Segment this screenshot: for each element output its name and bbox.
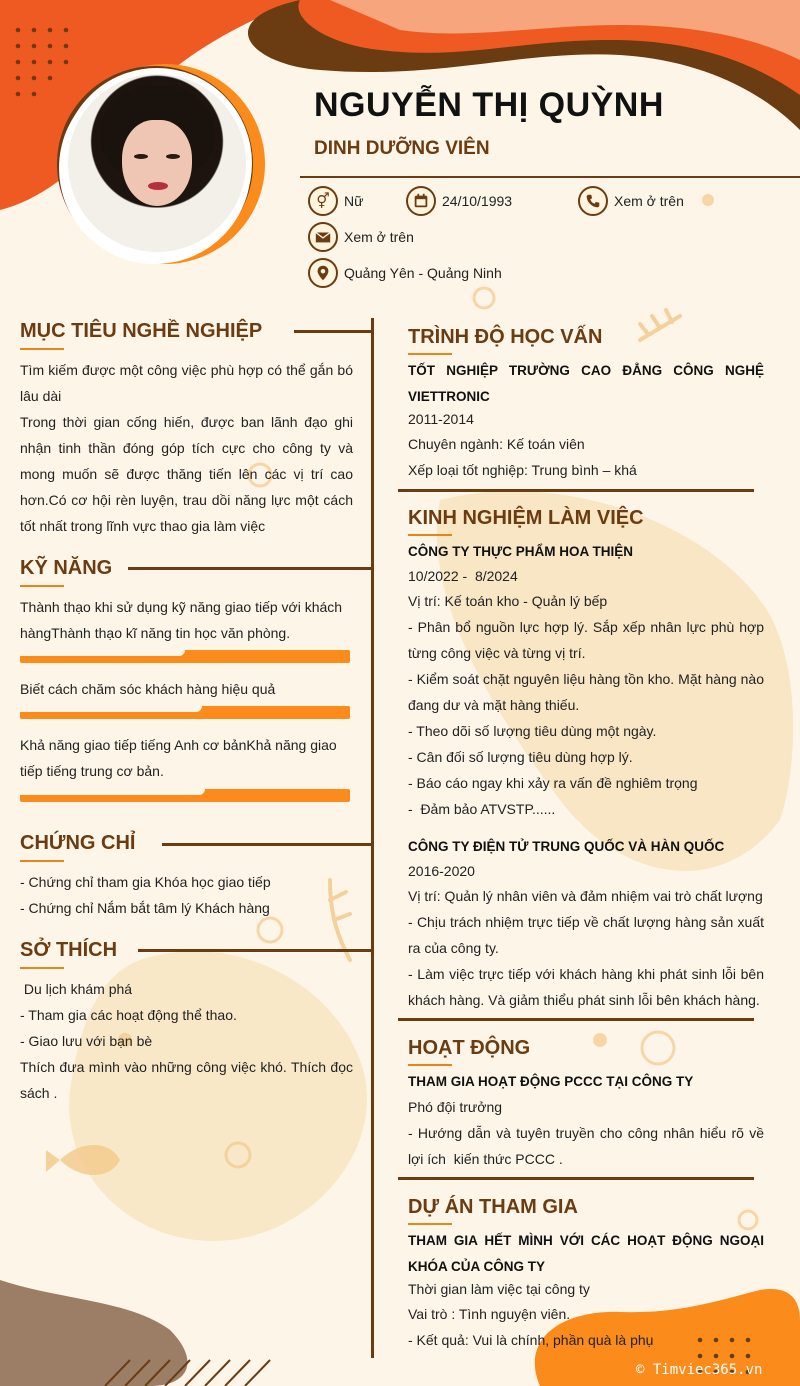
job-title: DINH DƯỠNG VIÊN (314, 138, 490, 159)
section-underline (20, 585, 64, 587)
objective-line: Tìm kiếm được một công việc phù hợp có thể gắn bó lâu dài (20, 362, 353, 404)
activity-line: Phó đội trưởng (408, 1099, 503, 1115)
hobby-line: Du lịch khám phá (20, 981, 133, 997)
skill-bar (20, 650, 350, 663)
avatar (62, 68, 252, 258)
section-underline (20, 348, 64, 350)
skill-item: Biết cách chăm sóc khách hàng hiệu quả (20, 681, 276, 697)
avatar-face (122, 120, 192, 206)
hobby-line: - Giao lưu với bạn bè (20, 1033, 153, 1049)
project-line: - Kết quả: Vui là chính, phần quà là phụ (408, 1332, 654, 1348)
experience-line: - Báo cáo ngay khi xảy ra vấn đề nghiêm trọng (408, 775, 698, 791)
skill-bar-cut (20, 650, 185, 656)
project-line: Vai trò : Tình nguyện viên. (408, 1306, 571, 1322)
column-divider (371, 318, 374, 1358)
section-rule (138, 949, 372, 952)
skill-item: Khả năng giao tiếp tiếng Anh cơ bảnKhả năng giao tiếp tiếng trung cơ bản. (20, 737, 337, 779)
skill-bar-cut (20, 789, 205, 795)
skills-title: KỸ NĂNG (20, 557, 113, 579)
birthday-info (406, 186, 512, 216)
experience-line: - Làm việc trực tiếp với khách hàng khi phát sinh lỗi bên khách hàng. Và giảm thiểu phát sinh lỗi bên khách hàng. (408, 966, 764, 1008)
objective-title: MỤC TIÊU NGHỀ NGHIỆP (20, 320, 263, 342)
gender-icon: ⚥ (308, 186, 338, 216)
certificates-title: CHỨNG CHỈ (20, 832, 136, 854)
phone-info (578, 186, 684, 216)
candidate-name: NGUYỄN THỊ QUỲNH (314, 86, 664, 124)
envelope-icon (308, 222, 338, 252)
section-underline (408, 534, 452, 536)
section-underline (20, 860, 64, 862)
certificate-line: - Chứng chỉ Nắm bắt tâm lý Khách hàng (20, 900, 270, 916)
education-line: 2011-2014 (408, 411, 474, 427)
education-line: Xếp loại tốt nghiệp: Trung bình – khá (408, 462, 637, 478)
section-rule (162, 843, 372, 846)
education-line: Chuyên ngành: Kế toán viên (408, 436, 585, 452)
avatar-eye (166, 154, 180, 159)
section-underline (408, 1064, 452, 1066)
hobby-line: - Tham gia các hoạt động thể thao. (20, 1007, 237, 1023)
experience-line: Vị trí: Kế toán kho - Quản lý bếp (408, 593, 608, 609)
hobby-line: Thích đưa mình vào những công việc khó. Thích đọc sách . (20, 1059, 353, 1101)
experience-line: Vị trí: Quản lý nhân viên và đảm nhiệm vai trò chất lượng (408, 888, 763, 904)
address-info (308, 258, 502, 288)
avatar-eye (134, 154, 148, 159)
skill-bar (20, 789, 350, 802)
birthday-value: 24/10/1993 (442, 193, 513, 209)
avatar-lips (148, 182, 168, 190)
project-line: Thời gian làm việc tại công ty (408, 1281, 590, 1297)
location-pin-icon (308, 258, 338, 288)
experience-line: - Kiểm soát chặt nguyên liệu hàng tồn kho. Mặt hàng nào đang dư và mặt hàng thiếu. (408, 671, 764, 713)
email-value: Xem ở trên (344, 229, 414, 245)
experience-company: CÔNG TY THỰC PHẨM HOA THIỆN (408, 544, 633, 559)
skill-bar-cut (20, 706, 202, 712)
section-rule (398, 1018, 754, 1021)
experience-time: 10/2022 - 8/2024 (408, 568, 518, 584)
certificate-line: - Chứng chỉ tham gia Khóa học giao tiếp (20, 874, 271, 890)
footer-copyright: © Timviec365.vn (636, 1362, 763, 1378)
email-info (308, 222, 414, 252)
calendar-icon (406, 186, 436, 216)
activities-title: HOẠT ĐỘNG (408, 1037, 531, 1059)
experience-title: KINH NGHIỆM LÀM VIỆC (408, 507, 644, 529)
section-rule (128, 567, 372, 570)
skill-item: Thành thạo khi sử dụng kỹ năng giao tiếp với khách hàngThành thạo kĩ năng tin học văn phòng. (20, 599, 343, 641)
gender-value: Nữ (344, 193, 364, 209)
section-rule (398, 489, 754, 492)
projects-title: DỰ ÁN THAM GIA (408, 1196, 578, 1218)
experience-line: - Phân bổ nguồn lực hợp lý. Sắp xếp nhân lực phù hợp từng công việc và từng vị trí. (408, 619, 764, 661)
section-rule (294, 330, 372, 333)
experience-time: 2016-2020 (408, 863, 475, 879)
phone-value: Xem ở trên (614, 193, 684, 209)
skill-bar (20, 706, 350, 719)
experience-line: - Đảm bảo ATVSTP...... (408, 801, 556, 817)
education-title: TRÌNH ĐỘ HỌC VẤN (408, 326, 603, 348)
education-school: TỐT NGHIỆP TRƯỜNG CAO ĐẲNG CÔNG NGHỆ VIETTRONIC (408, 363, 764, 404)
experience-company: CÔNG TY ĐIỆN TỬ TRUNG QUỐC VÀ HÀN QUỐC (408, 839, 725, 854)
activity-line: - Hướng dẫn và tuyên truyền cho công nhân hiểu rõ về lợi ích kiến thức PCCC . (408, 1125, 772, 1167)
section-underline (408, 353, 452, 355)
activity-heading: THAM GIA HOẠT ĐỘNG PCCC TẠI CÔNG TY (408, 1074, 694, 1089)
experience-line: - Theo dõi số lượng tiêu dùng một ngày. (408, 723, 657, 739)
section-underline (20, 967, 64, 969)
header-divider (300, 176, 800, 178)
experience-line: - Chịu trách nhiệm trực tiếp về chất lượng hàng sản xuất ra của công ty. (408, 914, 764, 956)
project-heading: THAM GIA HẾT MÌNH VỚI CÁC HOẠT ĐỘNG NGOẠI KHÓA CỦA CÔNG TY (408, 1233, 764, 1274)
address-value: Quảng Yên - Quảng Ninh (344, 265, 502, 281)
phone-icon (578, 186, 608, 216)
experience-line: - Cân đối số lượng tiêu dùng hợp lý. (408, 749, 633, 765)
section-underline (408, 1223, 452, 1225)
objective-line: Trong thời gian cống hiến, được ban lãnh đạo ghi nhận tinh thần đóng góp tích cực cho công ty và mong muốn sẽ được thăng tiến lên các vị trí cao hơn.Có cơ hội rèn luyện, trau dồi năng lực một cách tốt nhất trong lĩnh vực thao gia làm việc (20, 414, 353, 534)
hobbies-title: SỞ THÍCH (20, 939, 118, 961)
gender-info (308, 186, 363, 216)
section-rule (398, 1177, 754, 1180)
